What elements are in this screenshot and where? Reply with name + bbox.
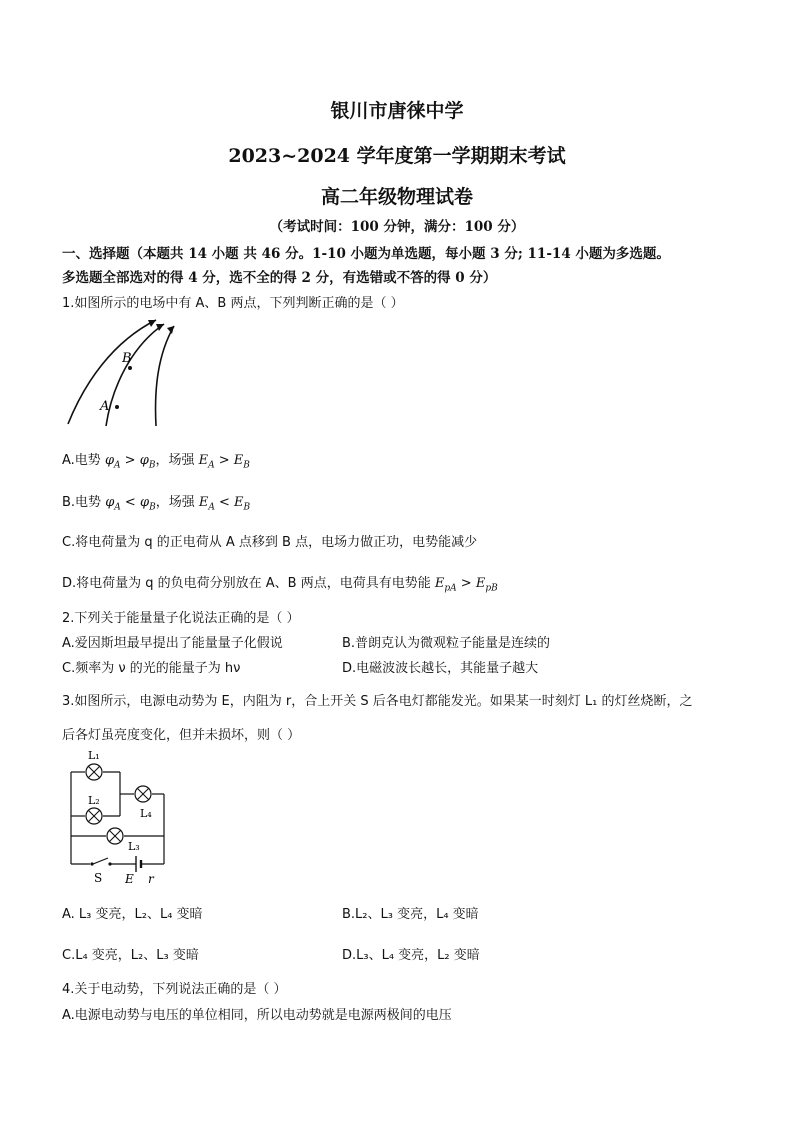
q2-option-b: B.普朗克认为微观粒子能量是连续的 — [342, 636, 551, 651]
q3-option-a: A. L₃ 变亮，L₂、L₄ 变暗 — [62, 907, 203, 922]
q3-circuit-figure — [62, 744, 172, 886]
label-r: r — [148, 872, 154, 886]
q3-option-c: C.L₄ 变亮，L₂、L₃ 变暗 — [62, 948, 199, 963]
point-b — [128, 366, 132, 370]
lamp-l3 — [107, 828, 123, 844]
label-s: S — [94, 871, 103, 885]
q3-option-d: D.L₃、L₄ 变亮，L₂ 变暗 — [342, 948, 480, 963]
label-l4: L₄ — [140, 807, 152, 820]
q3-stem-line2: 后各灯虽亮度变化，但并未损坏，则（ ） — [62, 728, 301, 743]
label-l2: L₂ — [88, 794, 100, 807]
field-line-1 — [68, 320, 156, 424]
section-instruction-line1: 一、选择题（本题共 14 小题 共 46 分。1-10 小题为单选题，每小题 3 分; 11-14 小题为多选题。 — [62, 246, 670, 262]
point-a — [115, 405, 119, 409]
q1-electric-field-figure — [60, 312, 180, 430]
paper-title: 高二年级物理试卷 — [320, 186, 473, 208]
q2-option-d: D.电磁波波长越长，其能量子越大 — [342, 661, 539, 676]
lamp-l4 — [135, 786, 151, 802]
section-instruction-line2: 多选题全部选对的得 4 分，选不全的得 2 分，有选错或不答的得 0 分） — [62, 270, 497, 286]
q2-stem: 2.下列关于能量量子化说法正确的是（ ） — [62, 611, 300, 626]
label-l3: L₃ — [128, 840, 140, 853]
label-l1: L₁ — [88, 749, 100, 762]
q3-option-b: B.L₂、L₃ 变亮，L₄ 变暗 — [342, 907, 479, 922]
lamp-l2 — [86, 808, 102, 824]
q1-option-c: C.将电荷量为 q 的正电荷从 A 点移到 B 点，电场力做正功，电势能减少 — [62, 535, 478, 550]
q4-option-a: A.电源电动势与电压的单位相同，所以电动势就是电源两极间的电压 — [62, 1008, 452, 1023]
q1-option-a: A.电势 $\varphi_A > \varphi_B$，场强 $E_A > E_B$ — [62, 453, 250, 471]
term-title: 2023~2024 学年度第一学期期末考试 — [228, 145, 566, 167]
q2-option-a: A.爱因斯坦最早提出了能量量子化假说 — [62, 636, 283, 651]
lamp-l1 — [86, 764, 102, 780]
label-e: E — [125, 872, 134, 886]
q3-stem-line1: 3.如图所示，电源电动势为 E，内阻为 r，合上开关 S 后各电灯都能发光。如果某一时刻灯 L₁ 的灯丝烧断，之 — [62, 694, 693, 709]
school-title: 银川市唐徕中学 — [330, 100, 464, 122]
q1-stem: 1.如图所示的电场中有 A、B 两点，下列判断正确的是（ ） — [62, 296, 404, 311]
field-line-3 — [156, 326, 174, 426]
label-a: A — [100, 399, 110, 414]
exam-info: （考试时间：100 分钟，满分：100 分） — [269, 219, 525, 235]
q4-stem: 4.关于电动势，下列说法正确的是（ ） — [62, 982, 287, 997]
q1-option-d: D.将电荷量为 q 的负电荷分别放在 A、B 两点，电荷具有电势能 $E_{pA} > E_{pB}$ — [62, 576, 498, 594]
label-b: B — [122, 351, 132, 366]
q2-option-c: C.频率为 ν 的光的能量子为 hν — [62, 661, 241, 676]
q1-option-b: B.电势 $\varphi_A < \varphi_B$，场强 $E_A < E_B$ — [62, 495, 251, 513]
